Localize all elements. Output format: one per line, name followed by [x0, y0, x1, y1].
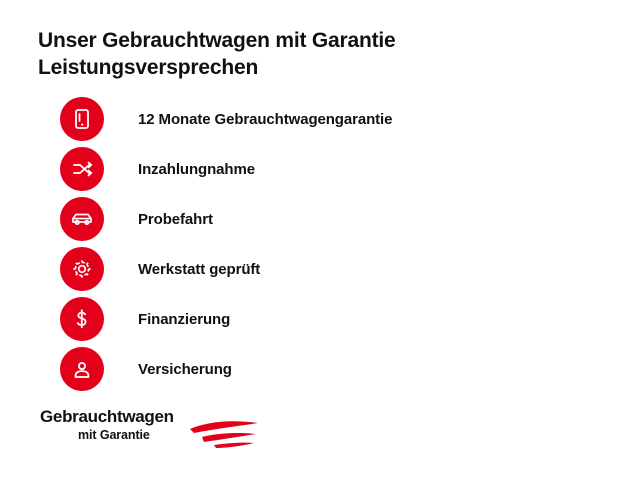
dollar-sign-icon [60, 297, 104, 341]
list-item [38, 194, 598, 244]
list-item-label: Inzahlungnahme [138, 160, 255, 178]
car-icon [60, 197, 104, 241]
gear-icon [60, 247, 104, 291]
benefits-list [38, 94, 598, 394]
red-brush-stroke-icon [188, 413, 264, 453]
list-item [38, 244, 598, 294]
brand-logo [40, 408, 300, 458]
list-item [38, 144, 598, 194]
brand-logo-line-2: mit Garantie [78, 428, 150, 442]
page-title [38, 28, 598, 82]
list-item [38, 294, 598, 344]
list-item-label: 12 Monate Gebrauchtwagengarantie [138, 110, 393, 128]
list-item [38, 344, 598, 394]
person-shield-icon [60, 347, 104, 391]
document-certificate-icon [60, 97, 104, 141]
list-item-label: Werkstatt geprüft [138, 260, 261, 278]
page-title-line-2: Leistungsversprechen [38, 55, 259, 79]
list-item-label: Versicherung [138, 360, 232, 378]
list-item-label: Probefahrt [138, 210, 213, 228]
list-item [38, 94, 598, 144]
brand-logo-line-1: Gebrauchtwagen [40, 407, 174, 426]
exchange-arrows-icon [60, 147, 104, 191]
page-title-line-1: Unser Gebrauchtwagen mit Garantie [38, 29, 396, 52]
list-item-label: Finanzierung [138, 310, 231, 328]
